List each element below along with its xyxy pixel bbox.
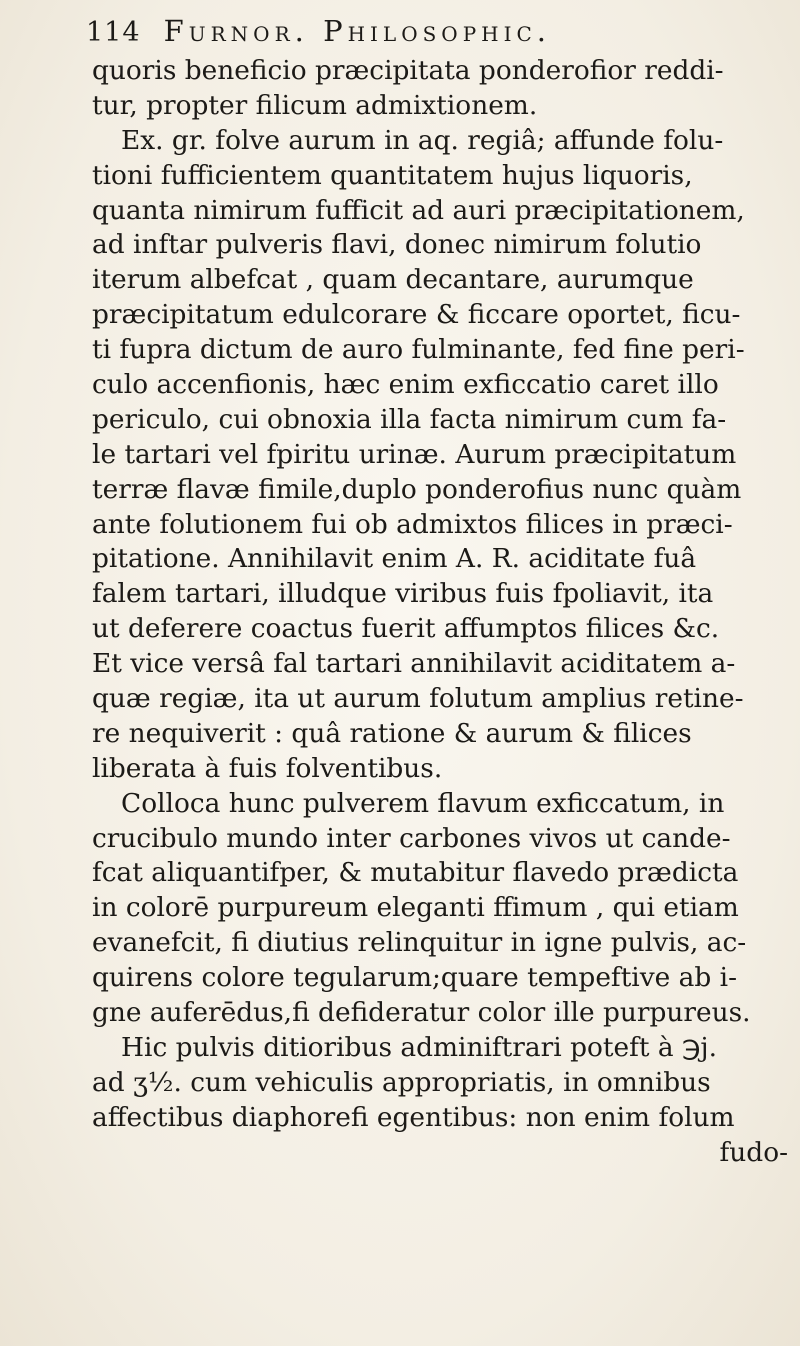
text-line: tur, propter filicum admixtionem. (92, 89, 538, 121)
text-line: ut deferere coactus fuerit affumptos filices &c. (92, 613, 720, 645)
text-line: liberata à fuis folventibus. (92, 752, 443, 784)
text-line: ad ʒ½. cum vehiculis appropriatis, in omnibus (92, 1066, 711, 1098)
text-line: re nequiverit : quâ ratione & aurum & filices (92, 717, 692, 749)
paragraph-start-line: Hic pulvis ditioribus adminiftrari poteft à ℈j. (121, 1031, 717, 1063)
text-line: periculo, cui obnoxia illa facta nimirum cum fa- (92, 403, 727, 435)
text-line: in colorē purpureum eleganti ffimum , qui etiam (92, 892, 739, 924)
text-line: quæ regiæ, ita ut aurum folutum amplius retine- (92, 683, 744, 715)
body-text (92, 54, 792, 1171)
text-line: ante folutionem fui ob admixtos filices in præci- (92, 508, 733, 540)
page-number: 114 (86, 17, 141, 48)
catchword: fudo- (719, 1136, 788, 1168)
text-line: quoris beneficio præcipitata ponderofior reddi- (92, 55, 724, 86)
text-line: le tartari vel fpiritu urinæ. Aurum præcipitatum (92, 438, 737, 470)
text-line: Et vice versâ fal tartari annihilavit aciditatem a- (92, 648, 736, 680)
running-head: Furnor. Philosophic. (163, 14, 552, 48)
text-line: evanefcit, fi diutius relinquitur in igne pulvis, ac- (92, 927, 747, 959)
text-line: quirens colore tegularum;quare tempeftive ab i- (92, 962, 738, 994)
text-line: iterum albefcat , quam decantare, aurumque (92, 264, 694, 296)
text-line: crucibulo mundo inter carbones vivos ut cande- (92, 822, 731, 854)
text-line: fcat aliquantifper, & mutabitur flavedo prædicta (92, 857, 739, 889)
text-line: præcipitatum edulcorare & ficcare oportet, ficu- (92, 299, 741, 331)
paragraph-start-line: Ex. gr. folve aurum in aq. regiâ; affunde folu- (121, 124, 724, 156)
text-line: affectibus diaphorefi egentibus: non enim folum (92, 1101, 735, 1133)
text-line: culo accenfionis, hæc enim exficcatio caret illo (92, 369, 719, 401)
text-line: terræ flavæ fimile,duplo ponderofius nunc quàm (92, 473, 742, 505)
text-line: tioni fufficientem quantitatem hujus liquoris, (92, 159, 693, 191)
text-line: quanta nimirum fufficit ad auri præcipitationem, (92, 194, 745, 226)
paragraph-start-line: Colloca hunc pulverem flavum exficcatum, in (121, 787, 725, 819)
text-line: falem tartari, illudque viribus fuis fpoliavit, ita (92, 578, 714, 610)
text-line: ad inftar pulveris flavi, donec nimirum folutio (92, 229, 702, 261)
text-line: pitatione. Annihilavit enim A. R. aciditate fuâ (92, 543, 697, 575)
text-line: gne auferēdus,fi defideratur color ille purpureus. (92, 997, 751, 1029)
text-line: ti fupra dictum de auro fulminante, fed fine peri- (92, 334, 745, 366)
